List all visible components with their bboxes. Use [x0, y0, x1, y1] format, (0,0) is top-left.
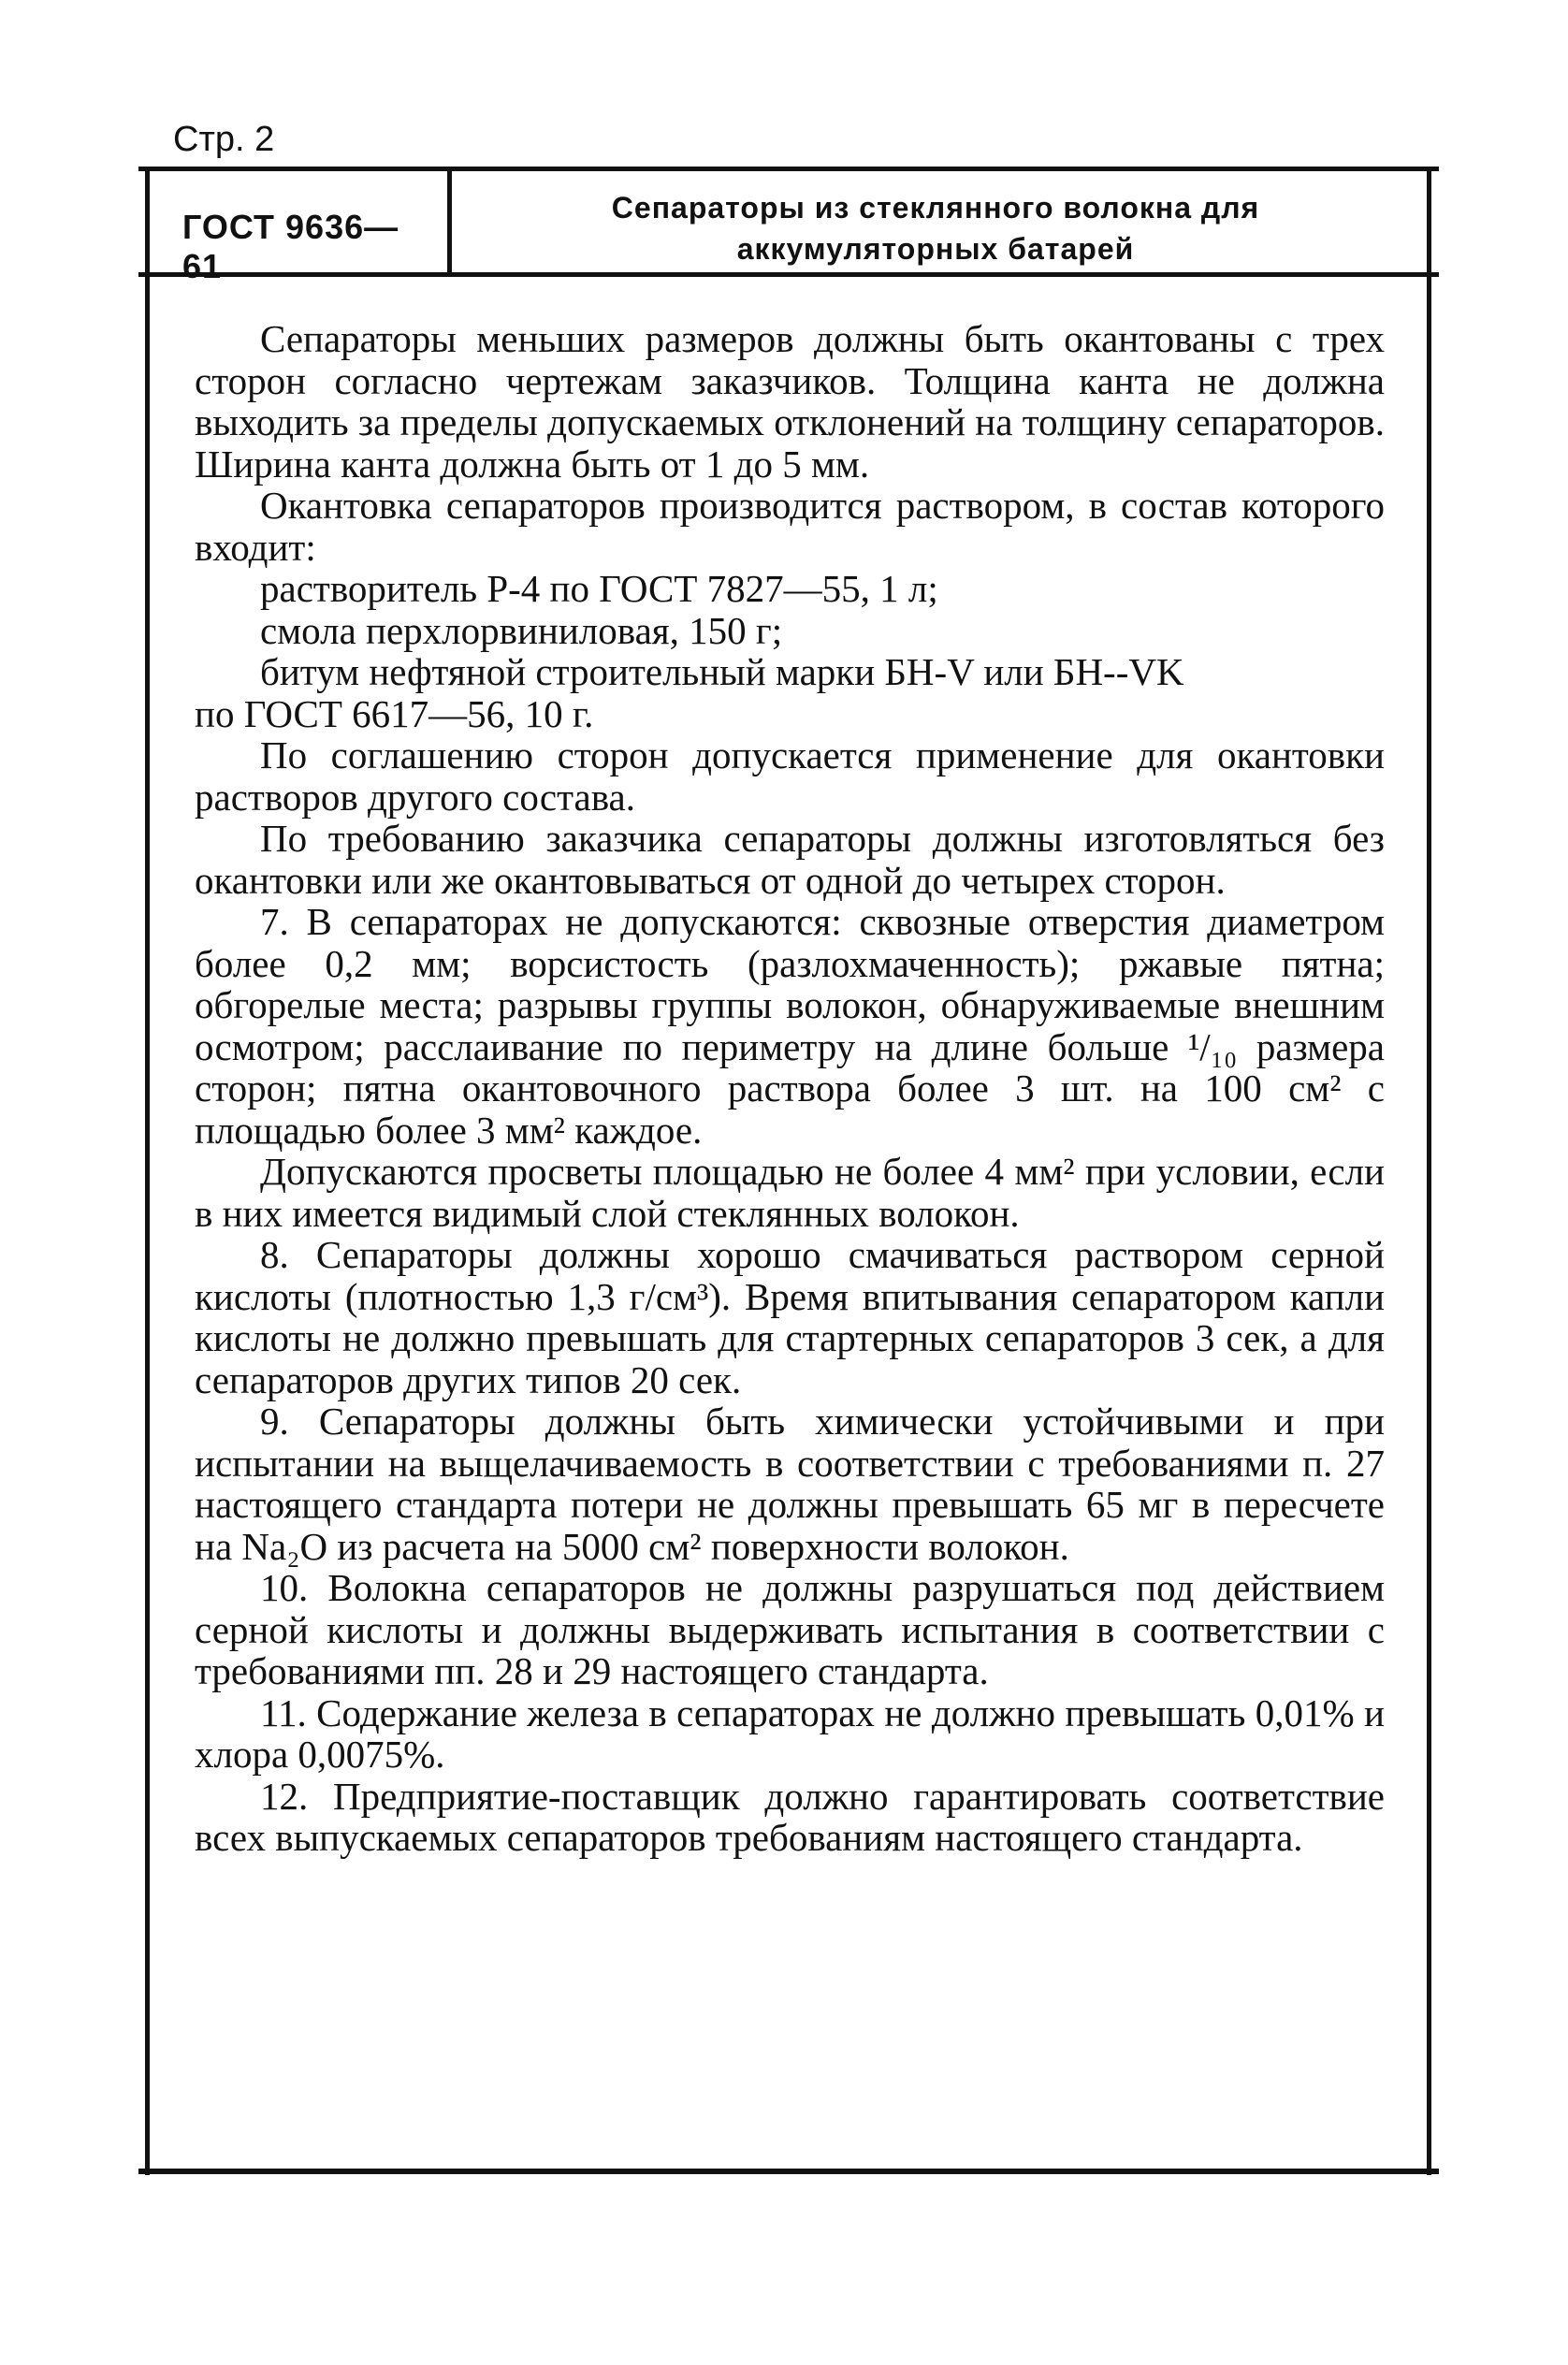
standard-title [486, 187, 1385, 269]
paragraph: По соглашению сторон допускается применение для окантовки растворов другого состава. [195, 733, 1385, 819]
composition-item: битум нефтяной строительный марки БН-V или БН--VK [260, 650, 1184, 693]
clause-12: 12. Предприятие-поставщик должно гарантировать соответствие всех выпускаемых сепараторов требованиям настоящего стандарта. [195, 1774, 1385, 1859]
clause-11: 11. Содержание железа в сепараторах не должно превышать 0,01% и хлора 0,0075%. [195, 1690, 1385, 1776]
paragraph: Окантовка сепараторов производится раствором, в состав которого входит: [195, 484, 1385, 569]
document-body [195, 318, 1385, 1859]
composition-item: растворитель Р-4 по ГОСТ 7827—55, 1 л; [260, 567, 938, 610]
clause-10: 10. Волокна сепараторов не должны разрушаться под действием серной кислоты и должны выдерживать испытания в соответствии с требованиями пп. 28 и 29 настоящего стандарта. [195, 1566, 1385, 1692]
composition-item: смола перхлорвиниловая, 150 г; [260, 608, 783, 652]
bottom-rule [138, 2169, 1439, 2174]
standard-title-line1: Сепараторы из стеклянного волокна для [611, 191, 1260, 225]
paragraph: Сепараторы меньших размеров должны быть окантованы с трех сторон согласно чертежам заказчиков. Толщина канта не должна выходить за пределы допускаемых отклонений на толщину сепараторов. Ширина канта должна быть от 1 до 5 мм. [195, 317, 1385, 486]
standard-code: ГОСТ 9636—61 [182, 208, 399, 285]
header-divider [447, 171, 452, 274]
paragraph: По требованию заказчика сепараторы должны изготовляться без окантовки или же окантовываться от одной до четырех сторон. [195, 817, 1385, 902]
composition-item-continued: по ГОСТ 6617—56, 10 г. [195, 691, 594, 735]
clause-7: 7. В сепараторах не допускаются: сквозные отверстия диаметром более 0,2 мм; ворсистость (разлохмаченность); ржавые пятна; обгорелые места; разрывы группы волокон, обнаруживаемые внешним осмотром; расслаивание по периметру на длине больше ¹/₁₀ размера сторон; пятна окантовочного раствора более 3 шт. на 100 см² с площадью более 3 мм² каждое. [195, 900, 1385, 1152]
top-rule [138, 167, 1439, 171]
clause-9: 9. Сепараторы должны быть химически устойчивыми и при испытании на выщелачиваемость в соответствии с требованиями п. 27 настоящего стандарта потери не должны превышать 65 мг в пересчете на Na₂O из расчета на 5000 см² поверхности волокон. [195, 1400, 1385, 1568]
standard-title-line2: аккумуляторных батарей [736, 232, 1135, 266]
paragraph: Допускаются просветы площадью не более 4 мм² при условии, если в них имеется видимый слой стеклянных волокон. [195, 1150, 1385, 1235]
page-number: Стр. 2 [173, 120, 275, 159]
clause-8: 8. Сепараторы должны хорошо смачиваться раствором серной кислоты (плотностью 1,3 г/см³). Время впитывания сепаратором капли кислоты не должно превышать для стартерных сепараторов 3 сек, а для сепараторов других типов 20 сек. [195, 1233, 1385, 1401]
